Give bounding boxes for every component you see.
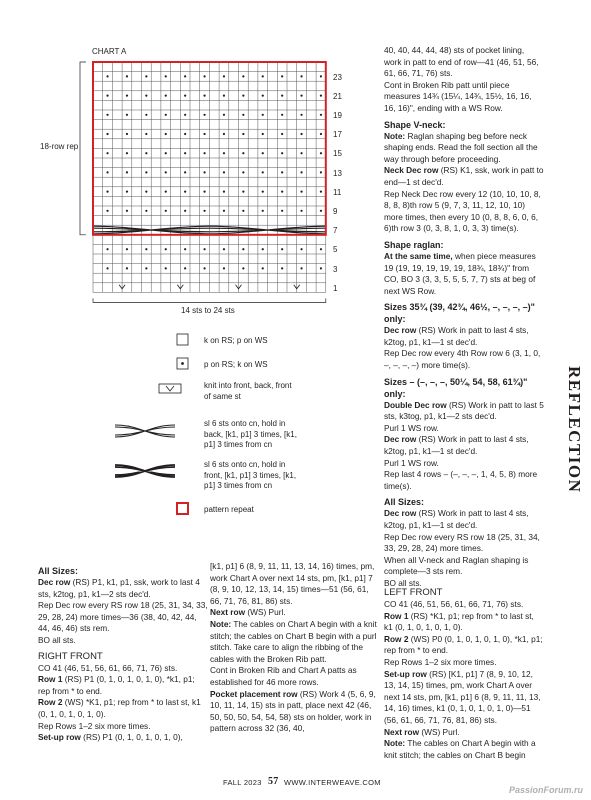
footer-issue: FALL 2023: [223, 778, 262, 787]
section-heading: LEFT FRONT: [384, 587, 443, 598]
paragraph-text: When all V-neck and Raglan shaping is complete—3 sts rem.: [384, 554, 529, 577]
legend-cable-front-text: sl 6 sts onto cn, hold in front, [k1, p1] 3 times, [k1, p1] 3 times from cn: [204, 460, 297, 490]
run-in-heading: Note:: [384, 738, 406, 749]
paragraph-text: CO 41 (46, 51, 56, 61, 66, 71, 76) sts.: [384, 599, 524, 609]
paragraph-text: Rep last 4 rows – (–, –, –, 1, 4, 5, 8) more time(s).: [384, 469, 538, 491]
paragraph-text: [k1, p1] 6 (8, 9, 11, 11, 13, 14, 16) times, pm, work Chart A over next 14 sts, pm, [k1, p1] 7 (8, 9, 10, 12, 13, 14, 15) times—51 (56, 61, 66, 71, 76, 81, 86) sts.: [210, 561, 375, 606]
row-number: 5: [333, 245, 338, 255]
row-number: 21: [333, 91, 342, 101]
paragraph-text: Raglan shaping beg before neck shaping ends. Read the foll section all the way through before proceeding.: [384, 130, 538, 164]
run-in-heading: Set-up row: [384, 668, 427, 679]
section-heading: Sizes 35¾ (39, 42¾, 46½, –, –, –, –)" only:: [384, 302, 535, 325]
run-in-heading: Dec row: [384, 434, 417, 445]
paragraph: [38, 600, 208, 635]
paragraph: [384, 669, 544, 727]
section-heading: All Sizes:: [38, 566, 79, 576]
paragraph: [384, 634, 544, 657]
run-in-heading: Note:: [210, 618, 232, 629]
column-left: [38, 561, 208, 744]
paragraph: [38, 697, 208, 720]
paragraph: [384, 727, 544, 739]
paragraph: [384, 458, 544, 470]
paragraph: [38, 663, 208, 675]
paragraph-text: when piece measures 19 (19, 19, 19, 19, 19, 18¾, 18¾)" from CO, BO 3 (3, 3, 5, 5, 5, 7, 7) sts at beg of next WS Row.: [384, 250, 536, 296]
run-in-heading: Double Dec row: [384, 399, 447, 410]
run-in-heading: Row 2: [384, 633, 409, 644]
column-right-bottom: [384, 583, 544, 761]
chart-width-label: 14 sts to 24 sts: [181, 306, 235, 315]
row-number: 9: [333, 207, 338, 216]
run-in-heading: Row 1: [38, 674, 63, 685]
row-number: 11: [333, 187, 342, 197]
paragraph-text: Cont in Broken Rib patt until piece measures 14¾ (15¼, 14¾, 15½, 16, 16, 16, 16)", ending with a WS Row.: [384, 79, 532, 113]
run-in-heading: Row 2: [38, 697, 63, 708]
paragraph-text: (RS) P1, k1, p1, ssk, work to last 4 sts, k2tog, p1, k1—2 sts dec'd.: [38, 577, 200, 599]
paragraph-text: (RS) [K1, p1] 7 (8, 9, 10, 12, 13, 14, 15) times, pm, work Chart A over next 14 sts, pm, [k1, p1] 6 (8, 9, 11, 11, 13, 14, 16) times, k1 (0, 1, 0, 1, 0, 1, 0)—51 (56, 61, 66, 71, 76, 81, 86) sts.: [384, 668, 541, 725]
paragraph-text: CO 41 (46, 51, 56, 61, 66, 71, 76) sts.: [38, 662, 178, 673]
paragraph: [384, 80, 544, 115]
row-number: 13: [333, 168, 342, 178]
run-in-heading: Note:: [384, 130, 406, 141]
paragraph-text: (WS) Purl.: [245, 607, 286, 618]
paragraph: [384, 469, 544, 492]
paragraph-text: The cables on Chart A begin with a knit stitch; the cables on Chart B begin: [384, 738, 536, 760]
paragraph-text: BO all sts.: [384, 577, 422, 588]
paragraph: [384, 348, 544, 371]
legend-repeat-text: pattern repeat: [204, 505, 254, 514]
paragraph: [210, 561, 380, 607]
run-in-heading: Dec row: [38, 577, 71, 587]
paragraph: [384, 251, 544, 297]
paragraph-text: (RS) K1, ssk, work in patt to end—1 st dec'd.: [384, 165, 544, 187]
legend-increase-icon: [159, 384, 181, 393]
paragraph: [384, 45, 544, 80]
paragraph-text: Purl 1 WS row.: [384, 422, 439, 433]
row-number: 7: [333, 226, 338, 236]
column-right-top: [384, 45, 544, 590]
paragraph: [384, 555, 544, 578]
legend-repeat-icon: [177, 503, 188, 514]
paragraph: [210, 607, 380, 619]
paragraph-text: (RS) *K1, p1; rep from * to last st, k1 (0, 1, 0, 1, 0, 1, 0).: [384, 610, 534, 633]
section-heading: RIGHT FRONT: [38, 650, 103, 662]
paragraph-text: (RS) Work 4 (5, 6, 9, 10, 11, 14, 15) sts in patt, place next 42 (46, 50, 50, 50, 54, 54, 58) sts on holder, work in pattern across 32 (36, 40,: [210, 688, 376, 734]
paragraph: [384, 400, 544, 423]
section-tab: REFLECTION: [565, 366, 584, 494]
paragraph: [38, 635, 208, 647]
run-in-heading: Set-up row: [38, 732, 81, 743]
paragraph-text: 40, 40, 44, 44, 48) sts of pocket lining, work in patt to end of row—41 (46, 51, 56, 61, 66, 71, 76) sts.: [384, 45, 539, 79]
watermark: PassionForum.ru: [508, 785, 583, 795]
paragraph-text: Rep Dec row every 4th Row row 6 (3, 1, 0, –, –, –, –) more time(s).: [384, 348, 541, 371]
paragraph-text: (RS) P1 (0, 1, 0, 1, 0, 1, 0), *k1, p1; rep from * to end.: [38, 674, 195, 696]
run-in-heading: Pocket placement row: [210, 688, 298, 699]
run-in-heading: Row 1: [384, 610, 409, 621]
paragraph: [210, 665, 380, 688]
section-heading: All Sizes:: [384, 497, 425, 508]
paragraph-text: (RS) Work in patt to last 4 sts, k2tog, p1, k1—1 st dec'd.: [384, 325, 529, 347]
section-heading: Shape V-neck:: [384, 119, 446, 130]
row-number: 1: [333, 283, 338, 293]
row-number: 15: [333, 149, 342, 159]
paragraph-text: BO all sts.: [38, 634, 76, 645]
chart-title: CHART A: [92, 47, 127, 56]
row-number: 19: [333, 111, 342, 120]
paragraph-text: Rep Dec row every RS row 18 (25, 31, 34, 33, 29, 28, 24) more times.: [384, 531, 540, 554]
paragraph-text: (RS) P1 (0, 1, 0, 1, 0, 1, 0),: [80, 732, 183, 743]
paragraph: [384, 657, 544, 669]
paragraph-text: (RS) Work in patt to last 5 sts, k3tog, p1, k1—2 sts dec'd.: [384, 399, 544, 422]
legend-purl-text: p on RS; k on WS: [204, 360, 268, 369]
run-in-heading: Neck Dec row: [384, 165, 439, 176]
paragraph: [384, 599, 544, 611]
paragraph-text: Purl 1 WS row.: [384, 457, 439, 468]
paragraph-text: (WS) P0 (0, 1, 0, 1, 0, 1, 0), *k1, p1; rep from * to end.: [384, 633, 543, 656]
paragraph: [384, 131, 544, 166]
paragraph-text: Rep Neck Dec row every 12 (10, 10, 10, 8, 8, 8, 8)th row 5 (9, 7, 3, 11, 12, 10, 10) more times, then every 10 (0, 8, 8, 6, 0, 6, 6)th row 3 (0, 3, 8, 1, 0, 3, 3) time(s).: [384, 188, 541, 234]
legend-cable-back-text: sl 6 sts onto cn, hold in back, [k1, p1] 3 times, [k1, p1] 3 times from cn: [204, 419, 297, 449]
paragraph-text: Rep Dec row every RS row 18 (25, 31, 34, 33, 29, 28, 24) more times—36 (38, 40, 42, 44, 44, 46, 46) sts rem.: [38, 600, 208, 634]
paragraph: [384, 434, 544, 457]
paragraph: [38, 721, 208, 733]
paragraph-text: (RS) Work in patt to last 4 sts, k2tog, p1, k1—1 st dec'd.: [384, 434, 529, 457]
paragraph: [210, 619, 380, 665]
run-in-heading: Dec row: [384, 325, 417, 336]
paragraph-text: (WS) Purl.: [419, 726, 460, 737]
paragraph: [384, 611, 544, 634]
row-number: 23: [333, 72, 342, 82]
legend-cable-front-icon: [115, 465, 175, 477]
legend-knit-text: k on RS; p on WS: [204, 336, 268, 345]
paragraph: [38, 577, 208, 600]
run-in-heading: Next row: [384, 726, 420, 737]
row-number: 17: [333, 130, 342, 140]
paragraph-text: The cables on Chart A begin with a knit stitch; the cables on Chart B begin with a purl stitch. Take care to align the ribbing of the cables with the Broken Rib patt.: [210, 618, 377, 664]
section-heading: Sizes – (–, –, –, 50¼, 54, 58, 61¾)" only:: [384, 376, 528, 399]
paragraph-text: (WS) *K1, p1; rep from * to last st, k1 (0, 1, 0, 1, 0, 1, 0).: [38, 697, 201, 719]
paragraph: [384, 738, 544, 761]
column-middle: [210, 561, 380, 735]
paragraph: [210, 689, 380, 735]
chart-repeat-label: 18-row rep: [40, 142, 79, 151]
paragraph: [384, 532, 544, 555]
footer-site: WWW.INTERWEAVE.COM: [284, 778, 381, 787]
run-in-heading: Next row: [210, 607, 246, 618]
section-heading: Shape raglan:: [384, 239, 444, 250]
legend-increase-text: knit into front, back, front of same st: [204, 381, 292, 401]
paragraph-text: Rep Rows 1–2 six more times.: [384, 656, 497, 667]
paragraph: [384, 423, 544, 435]
paragraph: [384, 325, 544, 348]
paragraph-text: (RS) Work in patt to last 4 sts, k2tog, p1, k1—1 st dec'd.: [384, 508, 529, 530]
legend-cable-back-icon: [115, 425, 175, 437]
paragraph-text: Rep Rows 1–2 six more times.: [38, 720, 151, 731]
paragraph-text: Cont in Broken Rib and Chart A patts as established for 46 more rows.: [210, 665, 357, 687]
paragraph: [38, 732, 208, 744]
paragraph: [384, 165, 544, 188]
paragraph: [38, 674, 208, 697]
row-number: 3: [333, 264, 338, 274]
run-in-heading: Dec row: [384, 508, 417, 519]
run-in-heading: At the same time,: [384, 250, 453, 261]
paragraph: [384, 189, 544, 235]
legend-knit-icon: [177, 334, 188, 345]
footer-page-number: 57: [268, 776, 279, 787]
paragraph: [384, 508, 544, 531]
